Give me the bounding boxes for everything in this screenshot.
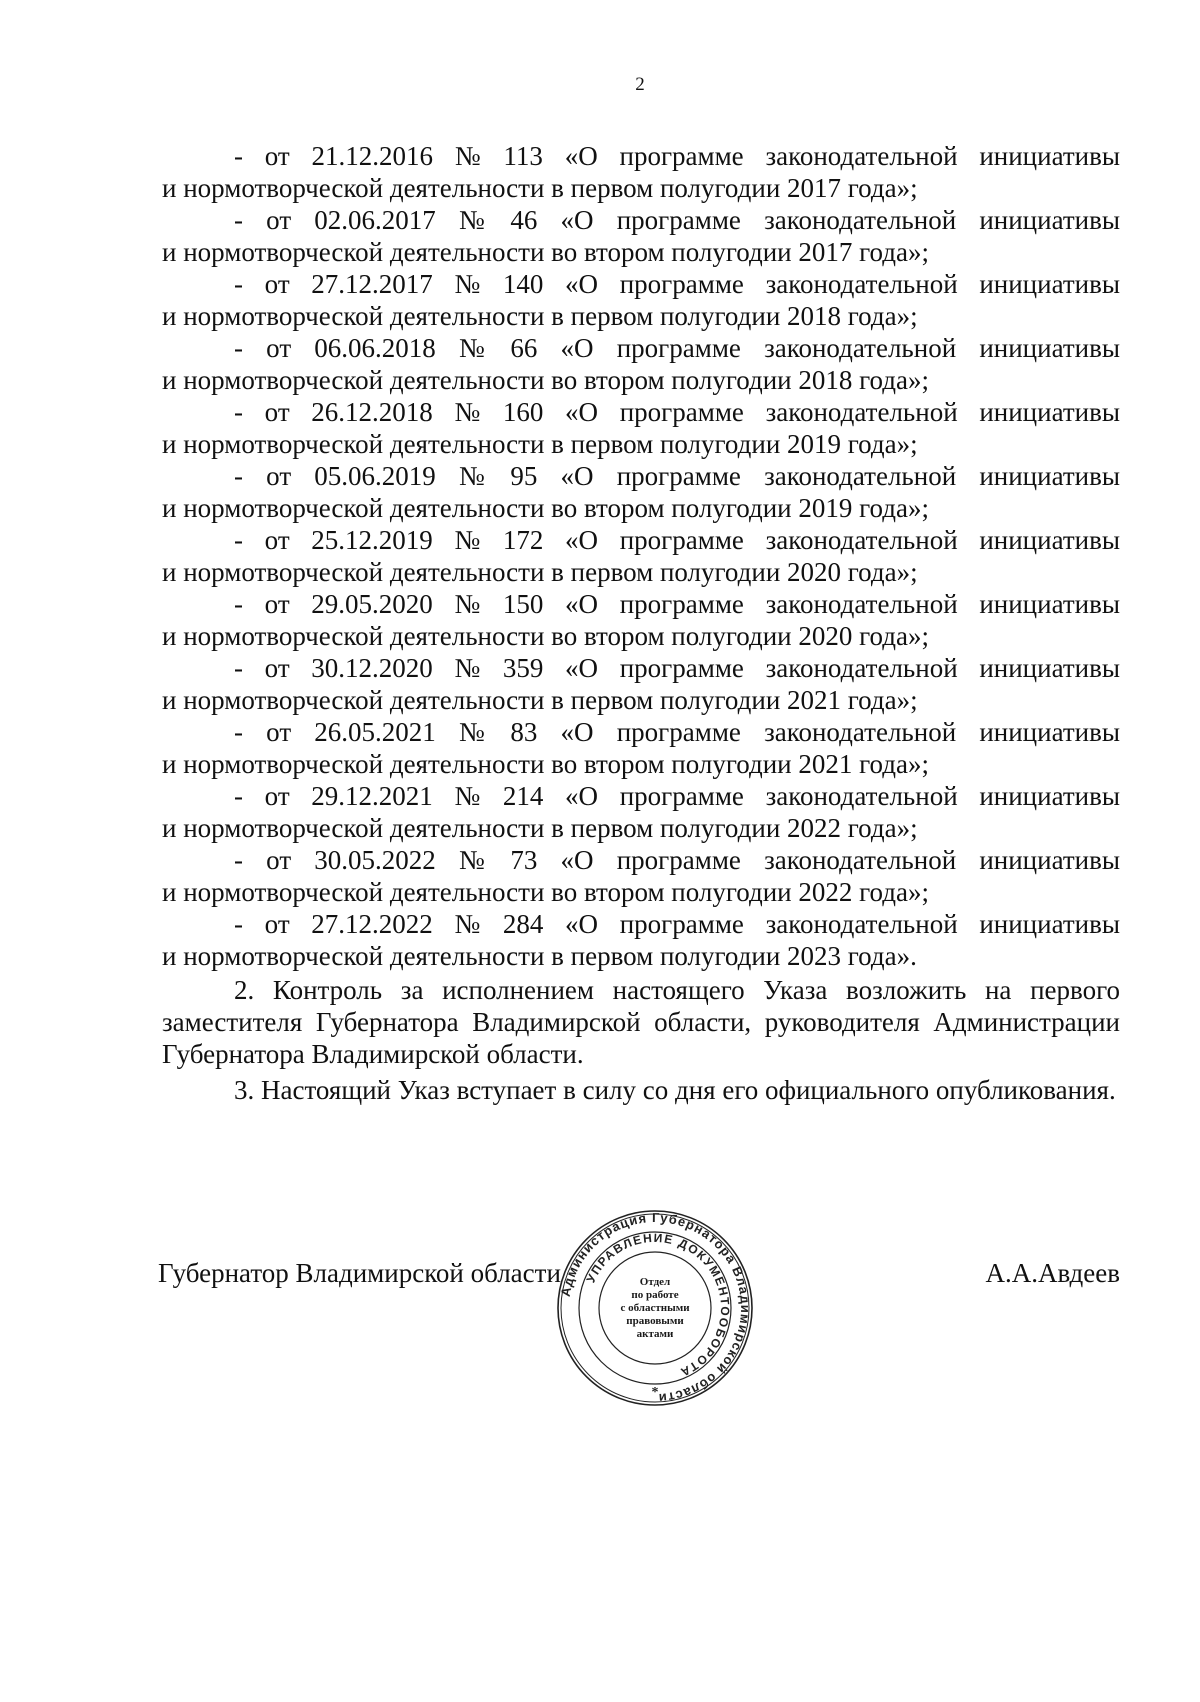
list-item-lead: - от 06.06.2018 № 66 «О программе законодательной инициативы bbox=[234, 333, 1120, 363]
list-item-lead: - от 30.12.2020 № 359 «О программе законодательной инициативы bbox=[234, 653, 1120, 683]
list-item-rest: и нормотворческой деятельности в первом полугодии 2023 года». bbox=[162, 941, 917, 971]
signer-position: Губернатор Владимирской области bbox=[158, 1258, 561, 1288]
stamp-star-icon: * bbox=[651, 1385, 659, 1400]
list-item bbox=[162, 396, 1120, 460]
list-item-lead: - от 05.06.2019 № 95 «О программе законодательной инициативы bbox=[234, 461, 1120, 491]
list-item bbox=[162, 332, 1120, 396]
list-item-rest: и нормотворческой деятельности в первом полугодии 2021 года»; bbox=[162, 685, 918, 715]
list-item-lead: - от 25.12.2019 № 172 «О программе законодательной инициативы bbox=[234, 525, 1120, 555]
page-number: 2 bbox=[635, 74, 645, 95]
list-item-lead: - от 30.05.2022 № 73 «О программе законодательной инициативы bbox=[234, 845, 1120, 875]
stamp-center-line: Отдел bbox=[639, 1275, 671, 1288]
list-item bbox=[162, 716, 1120, 780]
list-item-rest: и нормотворческой деятельности во втором полугодии 2021 года»; bbox=[162, 749, 929, 779]
list-item-lead: - от 29.12.2021 № 214 «О программе законодательной инициативы bbox=[234, 781, 1120, 811]
stamp-center-text bbox=[605, 1264, 705, 1352]
list-item bbox=[162, 780, 1120, 844]
repealed-decrees-list bbox=[162, 140, 1120, 972]
stamp-center-line: правовыми bbox=[626, 1314, 684, 1327]
list-item bbox=[162, 204, 1120, 268]
list-item-rest: и нормотворческой деятельности во втором полугодии 2022 года»; bbox=[162, 877, 929, 907]
list-item-rest: и нормотворческой деятельности в первом полугодии 2022 года»; bbox=[162, 813, 918, 843]
list-item bbox=[162, 524, 1120, 588]
stamp-inner-ring-text: УПРАВЛЕНИЕ ДОКУМЕНТООБОРОТА bbox=[583, 1230, 733, 1380]
list-item bbox=[162, 908, 1120, 972]
paragraph-control: 2. Контроль за исполнением настоящего Указа возложить на первого заместителя Губернатора Владимирской области, руководителя Администрации Губернатора Владимирской области. bbox=[162, 975, 1120, 1069]
stamp-center-line: по работе bbox=[631, 1288, 679, 1301]
paragraph-effective-date: 3. Настоящий Указ вступает в силу со дня его официального опубликования. bbox=[234, 1075, 1116, 1105]
list-item-lead: - от 02.06.2017 № 46 «О программе законодательной инициативы bbox=[234, 205, 1120, 235]
list-item bbox=[162, 588, 1120, 652]
stamp-center-line: с областными bbox=[620, 1301, 690, 1314]
list-item-rest: и нормотворческой деятельности в первом полугодии 2018 года»; bbox=[162, 301, 918, 331]
list-item-lead: - от 21.12.2016 № 113 «О программе законодательной инициативы bbox=[234, 141, 1120, 171]
stamp-outer-ring-text: Администрация Губернатора Владимирской области bbox=[557, 1209, 754, 1407]
document-body bbox=[162, 140, 1120, 1106]
list-item-lead: - от 26.12.2018 № 160 «О программе законодательной инициативы bbox=[234, 397, 1120, 427]
list-item bbox=[162, 140, 1120, 204]
signer-name: А.А.Авдеев bbox=[985, 1258, 1120, 1288]
list-item bbox=[162, 268, 1120, 332]
official-stamp bbox=[555, 1208, 755, 1408]
list-item-rest: и нормотворческой деятельности в первом полугодии 2017 года»; bbox=[162, 173, 918, 203]
list-item-rest: и нормотворческой деятельности в первом полугодии 2019 года»; bbox=[162, 429, 918, 459]
list-item-lead: - от 27.12.2017 № 140 «О программе законодательной инициативы bbox=[234, 269, 1120, 299]
list-item-rest: и нормотворческой деятельности во втором полугодии 2017 года»; bbox=[162, 237, 929, 267]
list-item-rest: и нормотворческой деятельности в первом полугодии 2020 года»; bbox=[162, 557, 918, 587]
list-item bbox=[162, 844, 1120, 908]
list-item-rest: и нормотворческой деятельности во втором полугодии 2019 года»; bbox=[162, 493, 929, 523]
list-item bbox=[162, 652, 1120, 716]
list-item-lead: - от 29.05.2020 № 150 «О программе законодательной инициативы bbox=[234, 589, 1120, 619]
list-item-lead: - от 26.05.2021 № 83 «О программе законодательной инициативы bbox=[234, 717, 1120, 747]
list-item-rest: и нормотворческой деятельности во втором полугодии 2020 года»; bbox=[162, 621, 929, 651]
list-item-lead: - от 27.12.2022 № 284 «О программе законодательной инициативы bbox=[234, 909, 1120, 939]
list-item-rest: и нормотворческой деятельности во втором полугодии 2018 года»; bbox=[162, 365, 929, 395]
stamp-center-line: актами bbox=[636, 1327, 674, 1340]
list-item bbox=[162, 460, 1120, 524]
